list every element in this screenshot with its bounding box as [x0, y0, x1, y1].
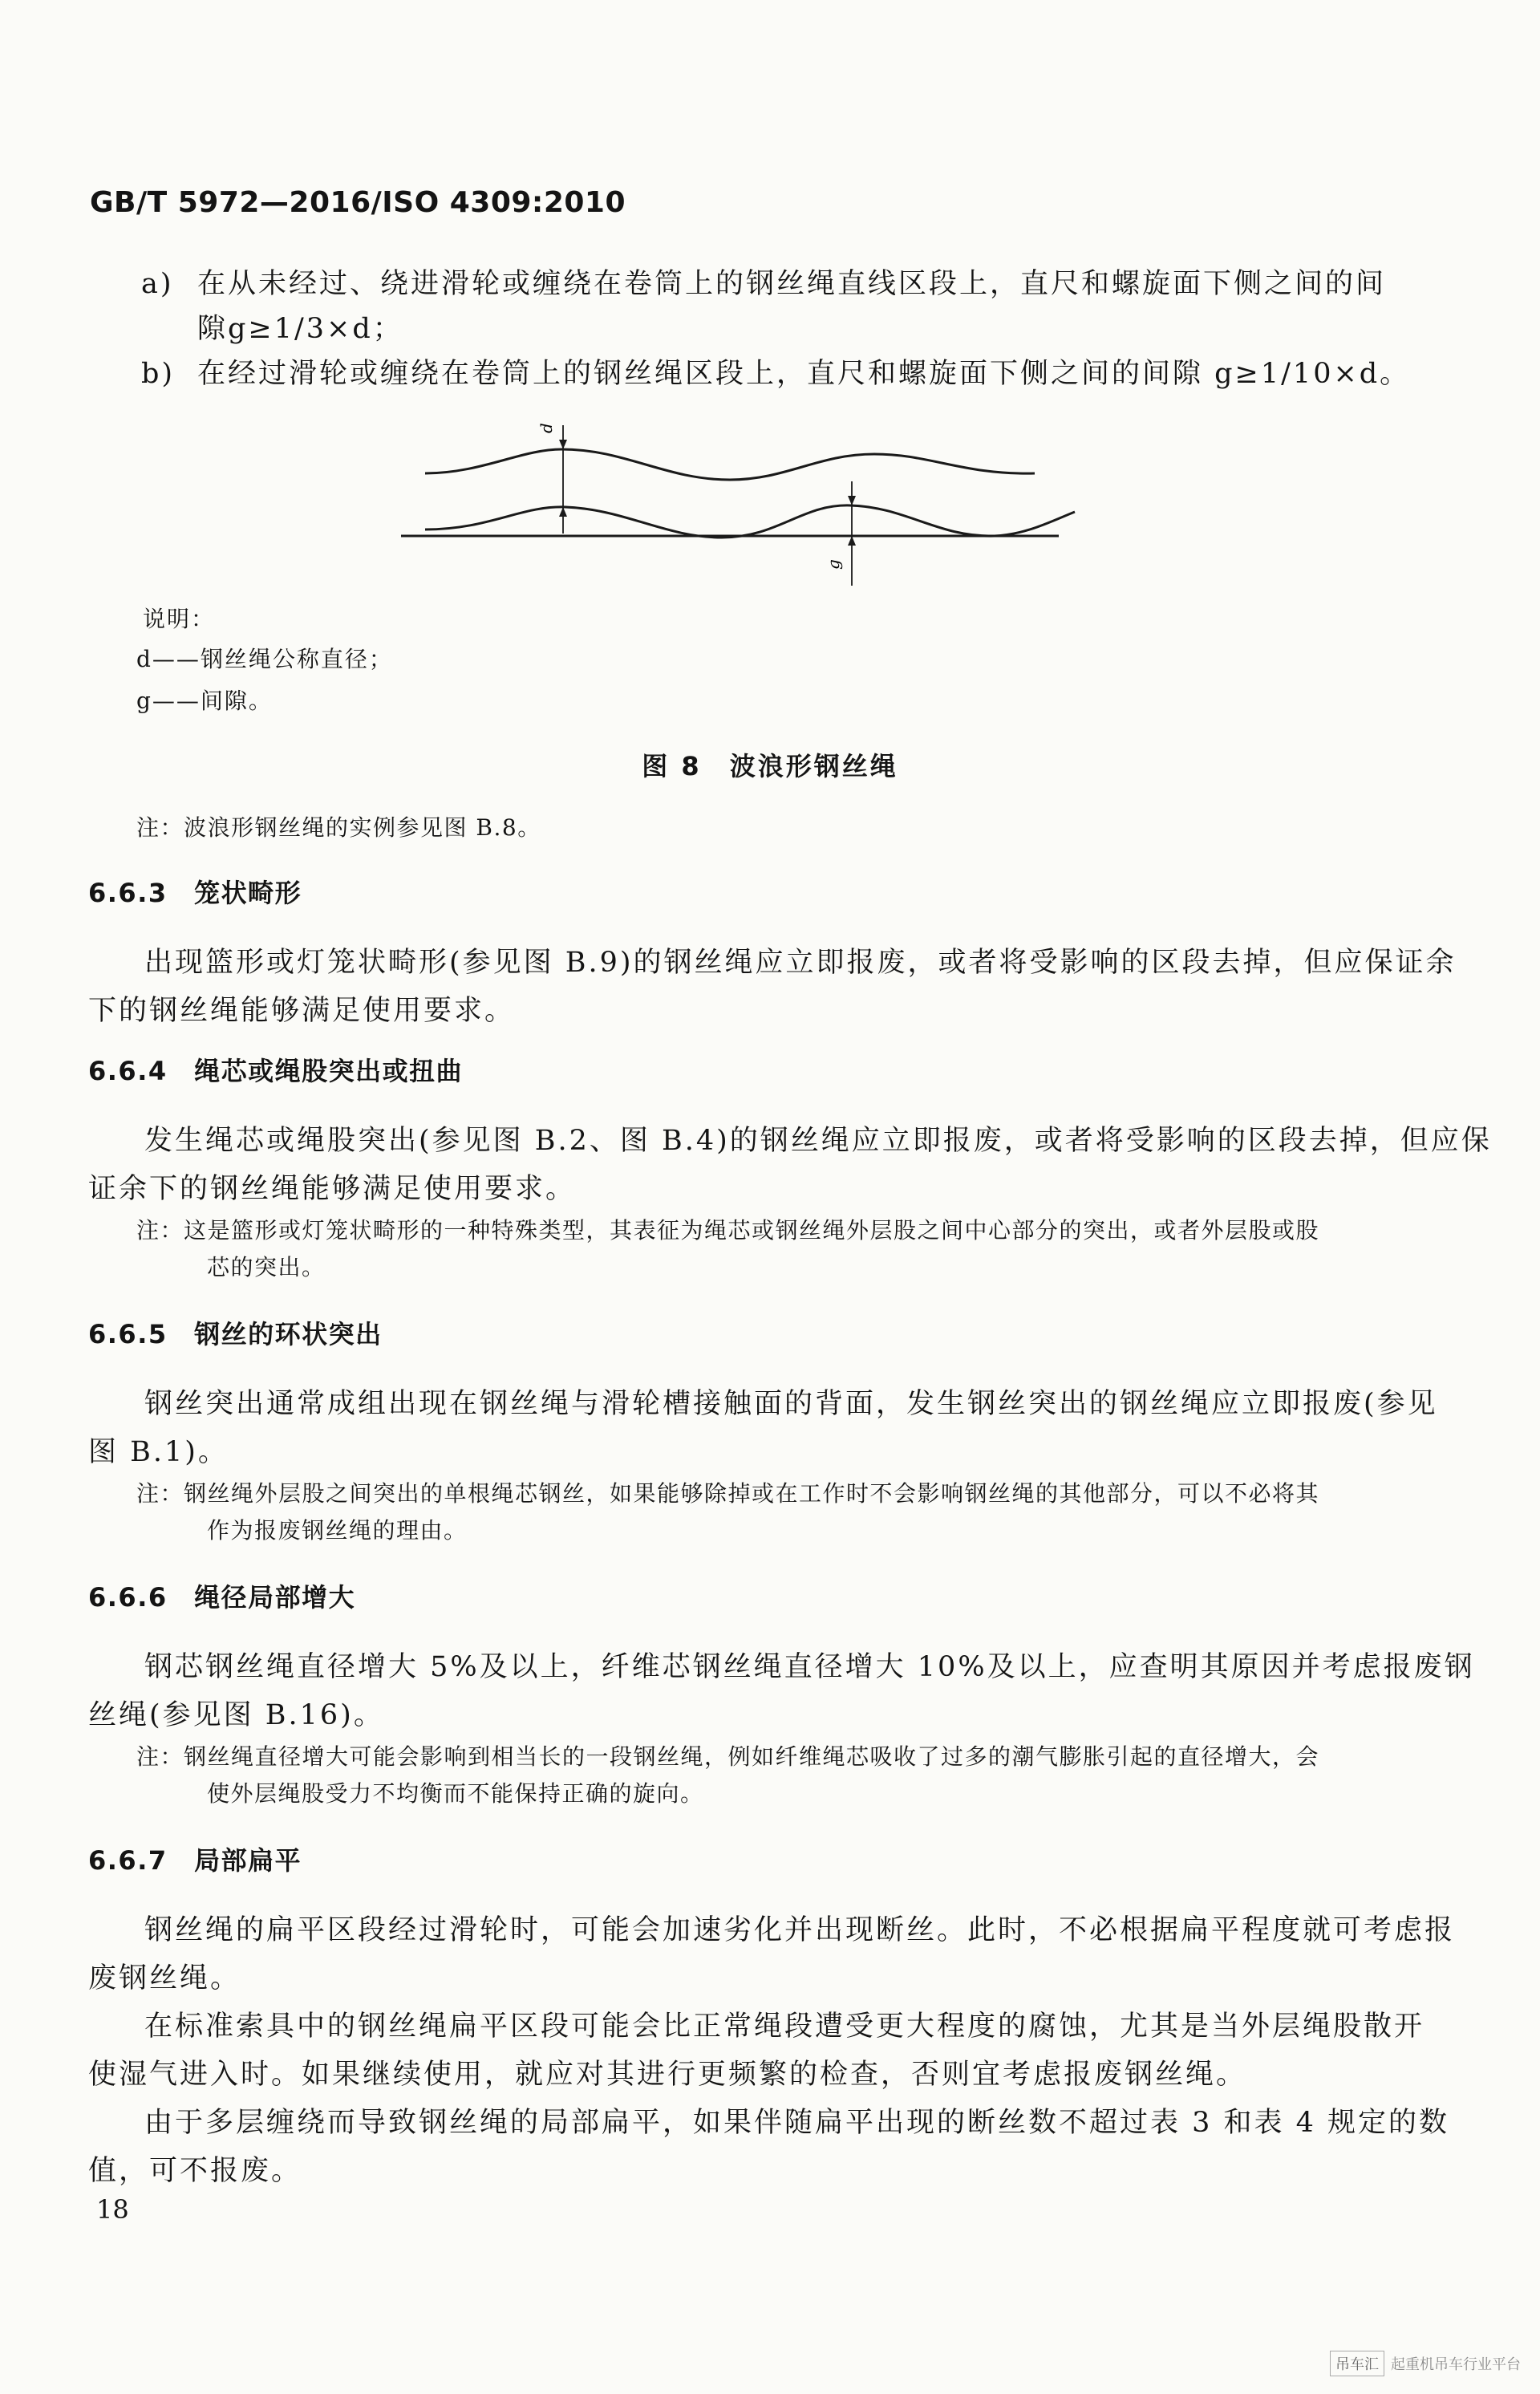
figure-legend-title: 说明：: [143, 606, 216, 632]
section-6-6-3-para-line-2: 下的钢丝绳能够满足使用要求。: [88, 995, 516, 1027]
section-6-6-5-para-line-1: 钢丝突出通常成组出现在钢丝绳与滑轮槽接触面的背面，发生钢丝突出的钢丝绳应立即报废(参见: [144, 1388, 1438, 1420]
section-6-6-6-para-line-2: 丝绳(参见图 B.16)。: [88, 1699, 384, 1731]
item-a-line-2: 隙g≥1/3×d；: [197, 313, 403, 345]
item-b-line-1: 在经过滑轮或缠绕在卷筒上的钢丝绳区段上，直尺和螺旋面下侧之间的间隙 g≥1/10×d。: [197, 358, 1411, 390]
figure-legend-g: g——间隙。: [136, 688, 273, 714]
standard-header: GB/T 5972—2016/ISO 4309:2010: [90, 186, 626, 219]
item-b-label: b): [141, 358, 176, 390]
section-6-6-7-para-3-line-2: 值，可不报废。: [88, 2155, 302, 2187]
section-6-6-3-para-line-1: 出现篮形或灯笼状畸形(参见图 B.9)的钢丝绳应立即报废，或者将受影响的区段去掉，但应保证余: [144, 947, 1457, 979]
section-6-6-6-heading: 6.6.6 绳径局部增大: [88, 1582, 356, 1613]
section-6-6-7-para-1-line-1: 钢丝绳的扁平区段经过滑轮时，可能会加速劣化并出现断丝。此时，不必根据扁平程度就可考虑报: [144, 1914, 1456, 1946]
section-6-6-6-note-line-2: 使外层绳股受力不均衡而不能保持正确的旋向。: [207, 1780, 704, 1807]
watermark: [1330, 2351, 1521, 2376]
section-6-6-5-note-line-2: 作为报废钢丝绳的理由。: [207, 1517, 468, 1544]
section-6-6-4-note-line-2: 芯的突出。: [207, 1254, 326, 1280]
section-6-6-4-heading: 6.6.4 绳芯或绳股突出或扭曲: [88, 1056, 464, 1086]
g-arrow-bottom: [848, 536, 856, 546]
section-6-6-7-para-2-line-2: 使湿气进入时。如果继续使用，就应对其进行更频繁的检查，否则宜考虑报废钢丝绳。: [88, 2059, 1247, 2091]
g-label: g: [824, 559, 843, 570]
item-b: [141, 351, 1410, 396]
figure-legend-d: d——钢丝绳公称直径；: [136, 646, 393, 672]
section-6-6-7-para-2-line-1: 在标准索具中的钢丝绳扁平区段可能会比正常绳段遭受更大程度的腐蚀，尤其是当外层绳股散开: [144, 2011, 1425, 2043]
watermark-logo: 吊车汇: [1330, 2351, 1384, 2376]
note-figure-8: 注：波浪形钢丝绳的实例参见图 B.8。: [136, 814, 541, 841]
d-arrow-top: [559, 440, 567, 449]
d-label: d: [537, 423, 556, 433]
g-arrow-top: [848, 496, 856, 505]
section-6-6-7-para-1-line-2: 废钢丝绳。: [88, 1962, 241, 1994]
section-6-6-7-heading: 6.6.7 局部扁平: [88, 1845, 302, 1876]
section-6-6-4-note-line-1: 注：这是篮形或灯笼状畸形的一种特殊类型，其表征为绳芯或钢丝绳外层股之间中心部分的突出，或者外层股或股: [136, 1217, 1320, 1244]
figure-caption: 图 8 波浪形钢丝绳: [642, 751, 898, 781]
section-6-6-7-para-3-line-1: 由于多层缠绕而导致钢丝绳的局部扁平，如果伴随扁平出现的断丝数不超过表 3 和表 4 规定的数: [144, 2107, 1450, 2139]
item-a-line-1: 在从未经过、绕进滑轮或缠绕在卷筒上的钢丝绳直线区段上，直尺和螺旋面下侧之间的间: [197, 268, 1387, 300]
section-6-6-6-note-line-1: 注：钢丝绳直径增大可能会影响到相当长的一段钢丝绳，例如纤维绳芯吸收了过多的潮气膨胀引起的直径增大，会: [136, 1743, 1320, 1770]
rope-upper-edge: [425, 449, 1035, 480]
section-6-6-5-heading: 6.6.5 钢丝的环状突出: [88, 1319, 383, 1349]
section-6-6-6-para-line-1: 钢芯钢丝绳直径增大 5%及以上，纤维芯钢丝绳直径增大 10%及以上，应查明其原因并考虑报废钢: [144, 1651, 1475, 1683]
page-number: 18: [96, 2194, 129, 2225]
d-arrow-bottom: [559, 507, 567, 517]
item-a: [141, 262, 1386, 306]
section-6-6-4-para-line-2: 证余下的钢丝绳能够满足使用要求。: [88, 1173, 577, 1205]
item-a-label: a): [141, 268, 174, 300]
section-6-6-3-heading: 6.6.3 笼状畸形: [88, 878, 302, 908]
wavy-rope-figure: [385, 417, 1107, 594]
rope-lower-edge: [425, 505, 1075, 538]
section-6-6-5-para-line-2: 图 B.1)。: [88, 1436, 229, 1468]
watermark-tagline: 起重机吊车行业平台: [1391, 2356, 1521, 2373]
section-6-6-5-note-line-1: 注：钢丝绳外层股之间突出的单根绳芯钢丝，如果能够除掉或在工作时不会影响钢丝绳的其他部分，可以不必将其: [136, 1480, 1320, 1507]
section-6-6-4-para-line-1: 发生绳芯或绳股突出(参见图 B.2、图 B.4)的钢丝绳应立即报废，或者将受影响的区段去掉，但应保: [144, 1125, 1492, 1157]
